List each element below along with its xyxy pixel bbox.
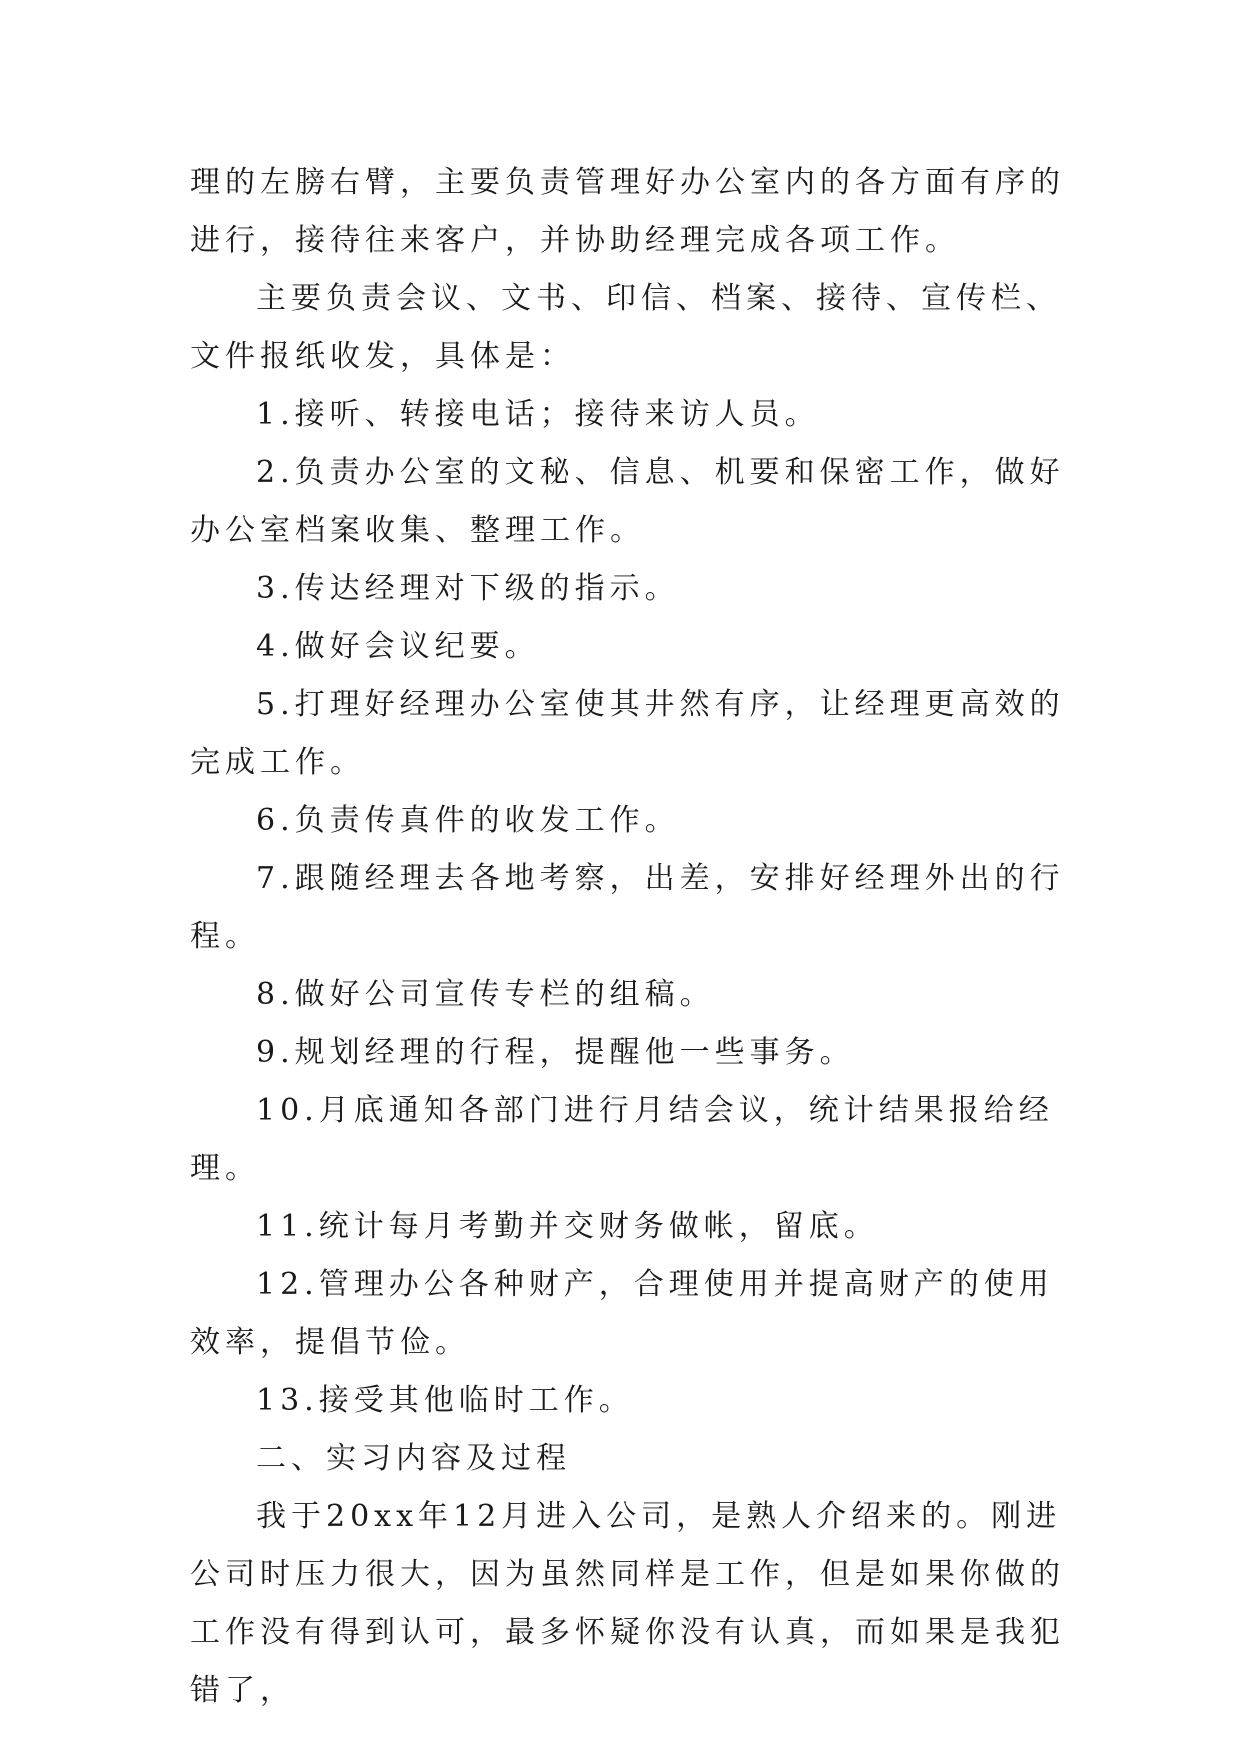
list-item-10: 10.月底通知各部门进行月结会议，统计结果报给经理。 <box>190 1093 1054 1186</box>
list-item-4: 4.做好会议纪要。 <box>256 629 540 664</box>
list-item-7: 7.跟随经理去各地考察，出差，安排好经理外出的行程。 <box>190 861 1065 954</box>
list-item-9: 9.规划经理的行程，提醒他一些事务。 <box>256 1035 855 1070</box>
paragraph-internship-process: 我于20xx年12月进入公司，是熟人介绍来的。刚进公司时压力很大，因为虽然同样是工作，但是如果你做的工作没有得到认可，最多怀疑你没有认真，而如果是我犯错了， <box>190 1499 1065 1708</box>
paragraph-duties-intro: 主要负责会议、文书、印信、档案、接待、宣传栏、文件报纸收发，具体是： <box>190 281 1061 374</box>
paragraph-continued: 理的左膀右臂，主要负责管理好办公室内的各方面有序的进行，接待往来客户，并协助经理完成各项工作。 <box>190 165 1065 258</box>
list-item-6: 6.负责传真件的收发工作。 <box>256 803 680 838</box>
list-item-5: 5.打理好经理办公室使其井然有序，让经理更高效的完成工作。 <box>190 687 1065 780</box>
list-item-3: 3.传达经理对下级的指示。 <box>256 571 680 606</box>
list-item-1: 1.接听、转接电话；接待来访人员。 <box>256 397 820 432</box>
document-body <box>190 154 1070 1720</box>
section-heading: 二、实习内容及过程 <box>256 1441 571 1476</box>
list-item-2: 2.负责办公室的文秘、信息、机要和保密工作，做好办公室档案收集、整理工作。 <box>190 455 1065 548</box>
list-item-13: 13.接受其他临时工作。 <box>256 1383 634 1418</box>
list-item-8: 8.做好公司宣传专栏的组稿。 <box>256 977 715 1012</box>
list-item-11: 11.统计每月考勤并交财务做帐，留底。 <box>256 1209 879 1244</box>
list-item-12: 12.管理办公各种财产，合理使用并提高财产的使用效率，提倡节俭。 <box>190 1267 1054 1360</box>
